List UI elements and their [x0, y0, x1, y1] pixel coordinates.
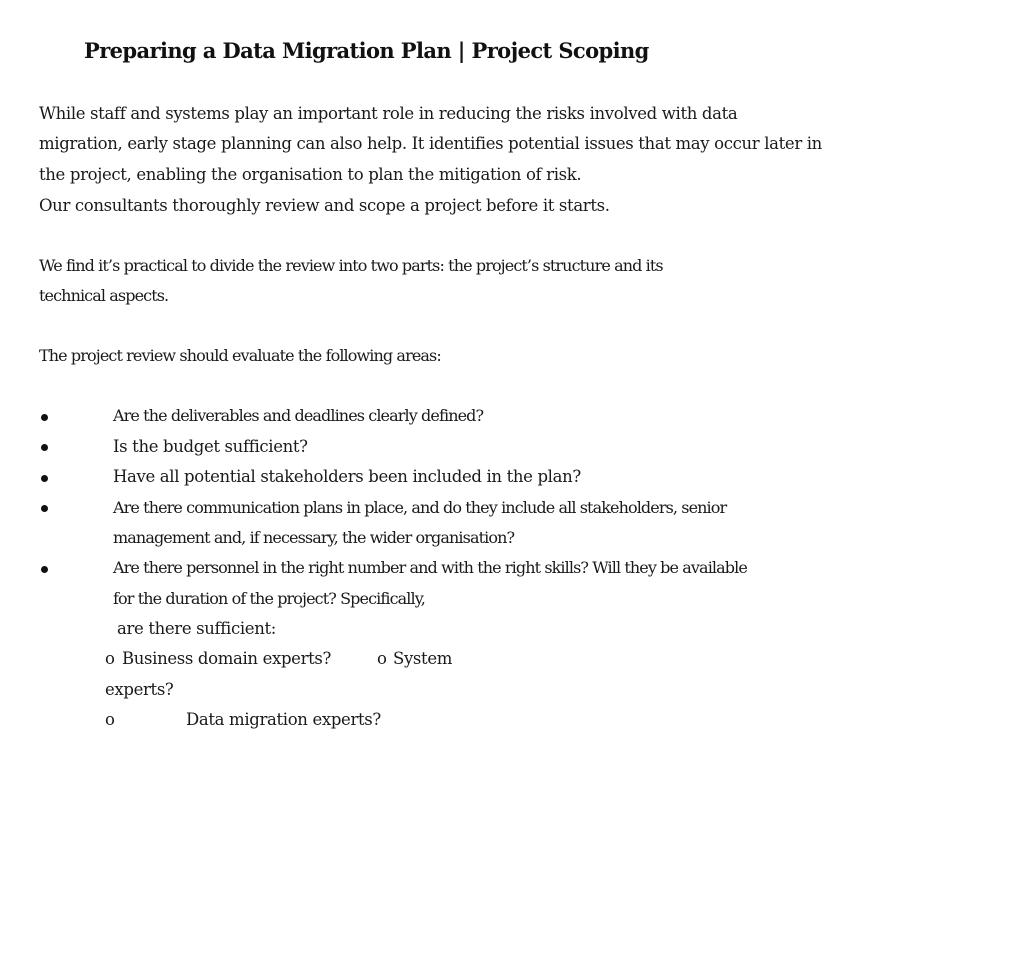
bullet-icon [41, 505, 48, 512]
intro-line-3: the project, enabling the organisation to plan the mitigation of risk. [39, 165, 582, 184]
review-line-1: We find it’s practical to divide the review into two parts: the project’s structure and its [39, 256, 663, 275]
bullet-icon [41, 566, 48, 573]
list-item-text: Have all potential stakeholders been included in the plan? [113, 467, 581, 486]
list-intro: The project review should evaluate the following areas: [39, 346, 441, 365]
sub-item-business-experts: Business domain experts? [122, 649, 332, 668]
intro-line-1: While staff and systems play an important role in reducing the risks involved with data [39, 104, 738, 123]
sub-item-data-migration-experts: Data migration experts? [186, 710, 381, 729]
document-title: Preparing a Data Migration Plan | Project Scoping [84, 38, 649, 63]
list-item-text-line-2: for the duration of the project? Specifically, [113, 589, 425, 608]
list-item-text: Are the deliverables and deadlines clearly defined? [113, 406, 484, 425]
bullet-icon [41, 475, 48, 482]
sub-bullet-icon: o [377, 649, 387, 668]
sub-bullet-icon: o [105, 710, 115, 729]
bullet-icon [41, 414, 48, 421]
sub-item-system-experts-part1: System [393, 649, 453, 668]
review-line-2: technical aspects. [39, 286, 169, 305]
intro-line-4: Our consultants thoroughly review and scope a project before it starts. [39, 196, 610, 215]
intro-line-2: migration, early stage planning can also help. It identifies potential issues that may occur later in [39, 134, 822, 153]
list-item-text-line-3: are there sufficient: [117, 619, 276, 638]
sub-item-system-experts-part2: experts? [105, 680, 174, 699]
list-item-text: Is the budget sufficient? [113, 437, 308, 456]
list-item-text-line-1: Are there communication plans in place, and do they include all stakeholders, senior [113, 498, 727, 517]
list-item-text-line-2: management and, if necessary, the wider organisation? [113, 528, 515, 547]
bullet-icon [41, 444, 48, 451]
sub-bullet-icon: o [105, 649, 115, 668]
list-item-text-line-1: Are there personnel in the right number and with the right skills? Will they be available [113, 558, 747, 577]
